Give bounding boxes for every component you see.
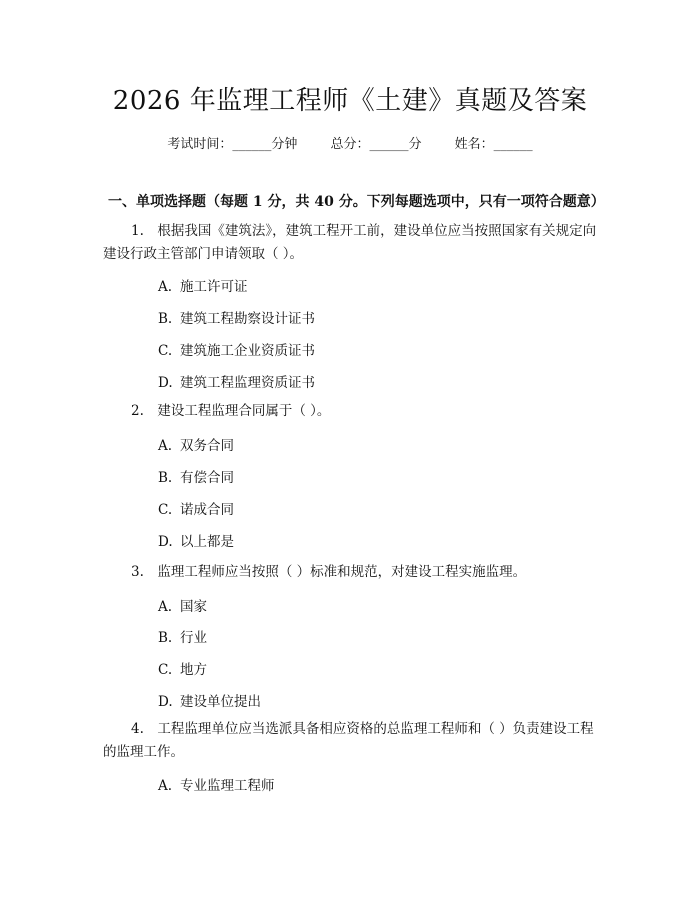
option-letter: B. — [158, 470, 173, 486]
option-text: 地方 — [180, 662, 207, 678]
question-3: 3. 监理工程师应当按照（ ）标准和规范，对建设工程实施监理。 — [131, 564, 527, 580]
option-text: 诺成合同 — [180, 502, 234, 518]
option-letter: C. — [158, 662, 173, 678]
question-3-option-a — [158, 595, 207, 615]
question-4: 4. 工程监理单位应当选派具备相应资格的总监理工程师和（ ）负责建设工程的监理工作。 — [103, 721, 594, 760]
option-text: 以上都是 — [180, 534, 234, 550]
question-3-option-d — [158, 690, 261, 710]
option-letter: D. — [158, 694, 173, 710]
option-text: 双务合同 — [180, 438, 234, 454]
option-text: 建筑工程监理资质证书 — [180, 375, 315, 391]
total-score-field: 总分：______分 — [330, 137, 422, 152]
question-3-option-c — [158, 658, 207, 678]
document-title: 2026 年监理工程师《土建》真题及答案 — [112, 86, 588, 116]
option-letter: C. — [158, 502, 173, 518]
option-letter: A. — [158, 438, 173, 454]
option-text: 施工许可证 — [180, 279, 248, 295]
option-text: 建筑工程勘察设计证书 — [180, 311, 315, 327]
question-2-option-d — [158, 530, 234, 550]
question-1-option-c — [158, 339, 315, 359]
question-1-option-a — [158, 275, 248, 295]
option-letter: B. — [158, 311, 173, 327]
option-text: 专业监理工程师 — [180, 778, 275, 794]
question-3-option-b — [158, 626, 207, 646]
question-1: 1. 根据我国《建筑法》，建筑工程开工前，建设单位应当按照国家有关规定向建设行政主管部门申请领取（ ）。 — [103, 223, 597, 262]
exam-time-field: 考试时间：______分钟 — [167, 137, 298, 152]
question-1-option-b — [158, 307, 315, 327]
name-field: 姓名：______ — [454, 137, 533, 152]
option-letter: A. — [158, 778, 173, 794]
question-2-option-a — [158, 434, 234, 454]
option-letter: C. — [158, 343, 173, 359]
section-heading: 一、单项选择题（每题 1 分，共 40 分。下列每题选项中，只有一项符合题意） — [108, 194, 605, 210]
option-letter: A. — [158, 279, 173, 295]
question-2: 2. 建设工程监理合同属于（ ）。 — [131, 403, 331, 419]
option-text: 有偿合同 — [180, 470, 234, 486]
option-text: 建设单位提出 — [180, 694, 261, 710]
option-letter: B. — [158, 630, 173, 646]
question-4-option-a — [158, 774, 275, 794]
option-letter: D. — [158, 375, 173, 391]
option-text: 国家 — [180, 599, 207, 615]
option-letter: D. — [158, 534, 173, 550]
option-text: 行业 — [180, 630, 207, 646]
question-2-option-c — [158, 498, 234, 518]
question-1-option-d — [158, 371, 315, 391]
question-2-option-b — [158, 466, 234, 486]
option-text: 建筑施工企业资质证书 — [180, 343, 315, 359]
option-letter: A. — [158, 599, 173, 615]
exam-meta — [0, 133, 700, 152]
